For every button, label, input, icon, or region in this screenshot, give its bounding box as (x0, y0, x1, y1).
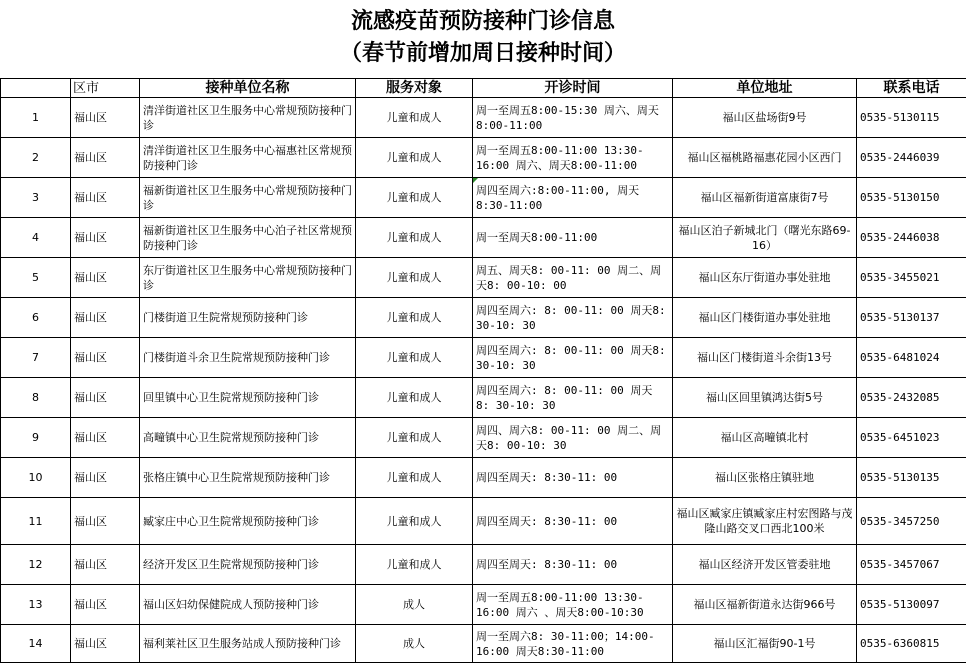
header-phone[interactable]: 联系电话 (857, 79, 966, 98)
header-target[interactable]: 服务对象 (356, 79, 473, 98)
header-row (1, 79, 966, 98)
opening-hours-cell[interactable]: 周一至周五8:00-11:00 13:30-16:00 周六 、周天8:00-10:30 (473, 585, 673, 625)
clinic-name-cell[interactable]: 福新街道社区卫生服务中心泊子社区常规预防接种门诊 (140, 218, 356, 258)
service-target-cell[interactable]: 儿童和成人 (356, 338, 473, 378)
service-target-cell[interactable]: 儿童和成人 (356, 458, 473, 498)
row-number-cell[interactable]: 4 (1, 218, 71, 258)
service-target-cell[interactable]: 儿童和成人 (356, 98, 473, 138)
clinic-name-cell[interactable]: 清洋街道社区卫生服务中心常规预防接种门诊 (140, 98, 356, 138)
service-target-cell[interactable]: 儿童和成人 (356, 378, 473, 418)
table-row (1, 585, 966, 625)
phone-cell[interactable]: 0535-2432085 (857, 378, 966, 418)
row-number-cell[interactable]: 8 (1, 378, 71, 418)
header-name[interactable]: 接种单位名称 (140, 79, 356, 98)
row-number-cell[interactable]: 12 (1, 545, 71, 585)
opening-hours-cell[interactable]: 周四至周六:8:00-11:00, 周天8:30-11:00 (473, 178, 673, 218)
phone-cell[interactable]: 0535-2446039 (857, 138, 966, 178)
area-cell[interactable]: 福山区 (71, 498, 140, 545)
phone-cell[interactable]: 0535-3457250 (857, 498, 966, 545)
opening-hours-cell[interactable]: 周四至周六: 8: 00-11: 00 周天8: 30-10: 30 (473, 298, 673, 338)
address-cell[interactable]: 福山区回里镇鸿达街5号 (673, 378, 857, 418)
service-target-cell[interactable]: 儿童和成人 (356, 498, 473, 545)
clinic-name-cell[interactable]: 回里镇中心卫生院常规预防接种门诊 (140, 378, 356, 418)
clinic-name-cell[interactable]: 张格庄镇中心卫生院常规预防接种门诊 (140, 458, 356, 498)
opening-hours-cell[interactable]: 周一至周天8:00-11:00 (473, 218, 673, 258)
service-target-cell[interactable]: 儿童和成人 (356, 138, 473, 178)
service-target-cell[interactable]: 儿童和成人 (356, 218, 473, 258)
row-number-cell[interactable]: 11 (1, 498, 71, 545)
phone-cell[interactable]: 0535-6360815 (857, 625, 966, 663)
area-cell[interactable]: 福山区 (71, 98, 140, 138)
table-row (1, 298, 966, 338)
address-cell[interactable]: 福山区门楼街道斗余街13号 (673, 338, 857, 378)
opening-hours-cell[interactable]: 周四至周六: 8: 00-11: 00 周天 8: 30-10: 30 (473, 378, 673, 418)
row-number-cell[interactable]: 5 (1, 258, 71, 298)
clinic-name-cell[interactable]: 门楼街道斗余卫生院常规预防接种门诊 (140, 338, 356, 378)
service-target-cell[interactable]: 儿童和成人 (356, 258, 473, 298)
row-number-cell[interactable]: 9 (1, 418, 71, 458)
service-target-cell[interactable]: 儿童和成人 (356, 178, 473, 218)
service-target-cell[interactable]: 儿童和成人 (356, 545, 473, 585)
clinic-table (0, 78, 966, 663)
opening-hours-cell[interactable]: 周一至周六8: 30-11:00；14:00-16:00 周天8:30-11:00 (473, 625, 673, 663)
table-row (1, 458, 966, 498)
header-hours[interactable]: 开诊时间 (473, 79, 673, 98)
table-row (1, 218, 966, 258)
row-number-cell[interactable]: 1 (1, 98, 71, 138)
table-row (1, 498, 966, 545)
phone-cell[interactable]: 0535-5130137 (857, 298, 966, 338)
area-cell[interactable]: 福山区 (71, 178, 140, 218)
area-cell[interactable]: 福山区 (71, 458, 140, 498)
cell-marker-icon (473, 178, 478, 183)
address-cell[interactable]: 福山区泊子新城北门（曙光东路69-16） (673, 218, 857, 258)
service-target-cell[interactable]: 儿童和成人 (356, 298, 473, 338)
address-cell[interactable]: 福山区东厅街道办事处驻地 (673, 258, 857, 298)
phone-cell[interactable]: 0535-6451023 (857, 418, 966, 458)
table-row (1, 418, 966, 458)
table-body (1, 98, 966, 663)
clinic-name-cell[interactable]: 福山区妇幼保健院成人预防接种门诊 (140, 585, 356, 625)
clinic-name-cell[interactable]: 高疃镇中心卫生院常规预防接种门诊 (140, 418, 356, 458)
area-cell[interactable]: 福山区 (71, 545, 140, 585)
phone-cell[interactable]: 0535-2446038 (857, 218, 966, 258)
row-number-cell[interactable]: 7 (1, 338, 71, 378)
opening-hours-cell[interactable]: 周一至周五8:00-11:00 13:30-16:00 周六、周天8:00-11:00 (473, 138, 673, 178)
address-cell[interactable]: 福山区福新街道富康街7号 (673, 178, 857, 218)
row-number-cell[interactable]: 6 (1, 298, 71, 338)
address-cell[interactable]: 福山区门楼街道办事处驻地 (673, 298, 857, 338)
area-cell[interactable]: 福山区 (71, 138, 140, 178)
opening-hours-cell[interactable]: 周四至周天: 8:30-11: 00 (473, 498, 673, 545)
address-cell[interactable]: 福山区张格庄镇驻地 (673, 458, 857, 498)
area-cell[interactable]: 福山区 (71, 258, 140, 298)
service-target-cell[interactable]: 成人 (356, 625, 473, 663)
opening-hours-cell[interactable]: 周四至周天: 8:30-11: 00 (473, 458, 673, 498)
area-cell[interactable]: 福山区 (71, 625, 140, 663)
table-row (1, 625, 966, 663)
row-number-cell[interactable]: 2 (1, 138, 71, 178)
table-row (1, 98, 966, 138)
clinic-name-cell[interactable]: 门楼街道卫生院常规预防接种门诊 (140, 298, 356, 338)
phone-cell[interactable]: 0535-3457067 (857, 545, 966, 585)
clinic-name-cell[interactable]: 东厅街道社区卫生服务中心常规预防接种门诊 (140, 258, 356, 298)
opening-hours-cell[interactable]: 周四至周天: 8:30-11: 00 (473, 545, 673, 585)
header-address[interactable]: 单位地址 (673, 79, 857, 98)
clinic-name-cell[interactable]: 福新街道社区卫生服务中心常规预防接种门诊 (140, 178, 356, 218)
clinic-name-cell[interactable]: 臧家庄中心卫生院常规预防接种门诊 (140, 498, 356, 545)
opening-hours-cell[interactable]: 周五、周天8: 00-11: 00 周二、周天8: 00-10: 00 (473, 258, 673, 298)
clinic-name-cell[interactable]: 经济开发区卫生院常规预防接种门诊 (140, 545, 356, 585)
address-cell[interactable]: 福山区臧家庄镇臧家庄村宏图路与茂隆山路交叉口西北100米 (673, 498, 857, 545)
area-cell[interactable]: 福山区 (71, 298, 140, 338)
phone-cell[interactable]: 0535-3455021 (857, 258, 966, 298)
table-row (1, 378, 966, 418)
phone-cell[interactable]: 0535-5130135 (857, 458, 966, 498)
document-title (0, 6, 966, 70)
table-row (1, 138, 966, 178)
table-row (1, 545, 966, 585)
table-row (1, 258, 966, 298)
phone-cell[interactable]: 0535-5130115 (857, 98, 966, 138)
address-cell[interactable]: 福山区汇福街90-1号 (673, 625, 857, 663)
row-number-cell[interactable]: 14 (1, 625, 71, 663)
area-cell[interactable]: 福山区 (71, 378, 140, 418)
opening-hours-cell[interactable]: 周一至周五8:00-15:30 周六、周天8:00-11:00 (473, 98, 673, 138)
address-cell[interactable]: 福山区福桃路福惠花园小区西门 (673, 138, 857, 178)
area-cell[interactable]: 福山区 (71, 338, 140, 378)
row-number-cell[interactable]: 10 (1, 458, 71, 498)
service-target-cell[interactable]: 儿童和成人 (356, 418, 473, 458)
area-cell[interactable]: 福山区 (71, 585, 140, 625)
opening-hours-cell[interactable]: 周四至周六: 8: 00-11: 00 周天8: 30-10: 30 (473, 338, 673, 378)
service-target-cell[interactable]: 成人 (356, 585, 473, 625)
area-cell[interactable]: 福山区 (71, 418, 140, 458)
row-number-cell[interactable]: 3 (1, 178, 71, 218)
clinic-name-cell[interactable]: 清洋街道社区卫生服务中心福惠社区常规预防接种门诊 (140, 138, 356, 178)
opening-hours-cell[interactable]: 周四、周六8: 00-11: 00 周二、周天8: 00-10: 30 (473, 418, 673, 458)
address-cell[interactable]: 福山区盐场街9号 (673, 98, 857, 138)
title-line-2: （春节前增加周日接种时间） (339, 41, 626, 66)
phone-cell[interactable]: 0535-5130097 (857, 585, 966, 625)
title-line-1: 流感疫苗预防接种门诊信息 (350, 9, 615, 34)
address-cell[interactable]: 福山区经济开发区管委驻地 (673, 545, 857, 585)
area-cell[interactable]: 福山区 (71, 218, 140, 258)
header-area[interactable]: 区市 (71, 79, 140, 98)
row-number-cell[interactable]: 13 (1, 585, 71, 625)
table-row (1, 178, 966, 218)
address-cell[interactable]: 福山区福新街道永达街966号 (673, 585, 857, 625)
phone-cell[interactable]: 0535-6481024 (857, 338, 966, 378)
address-cell[interactable]: 福山区高疃镇北村 (673, 418, 857, 458)
clinic-name-cell[interactable]: 福利莱社区卫生服务站成人预防接种门诊 (140, 625, 356, 663)
phone-cell[interactable]: 0535-5130150 (857, 178, 966, 218)
header-no[interactable] (1, 79, 71, 98)
table-row (1, 338, 966, 378)
